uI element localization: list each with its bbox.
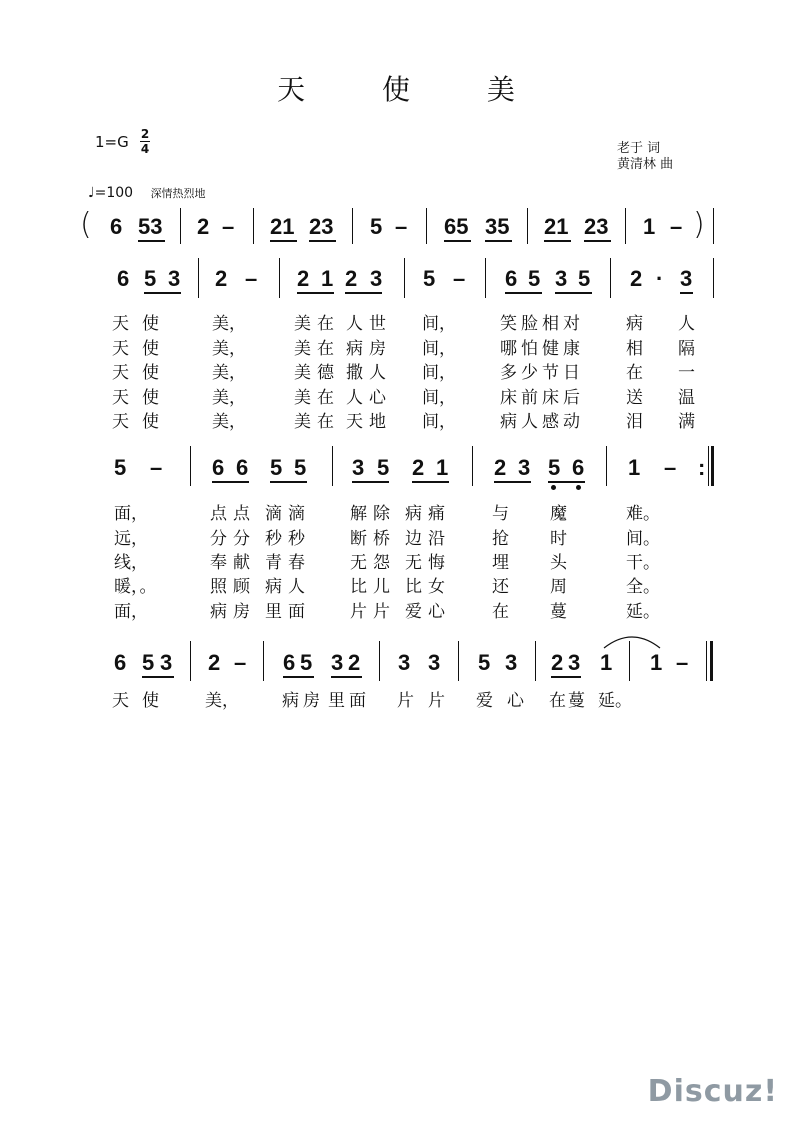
note: 5 (294, 455, 307, 480)
lyric: 秒秒 (265, 529, 311, 549)
lyric: 线， (114, 553, 148, 573)
lyric: 美在 (294, 339, 340, 359)
lyric: 美， (212, 412, 246, 432)
note: 6 (505, 266, 518, 291)
lyric: 干。 (626, 553, 660, 573)
note: 5 (377, 455, 390, 480)
lyric: 比女 (405, 577, 451, 597)
low-octave-dot (551, 485, 556, 490)
tempo-marking (88, 185, 206, 201)
lyric: 健康 (542, 339, 584, 359)
lyric: 延。 (626, 602, 660, 622)
note: 2 (551, 650, 564, 675)
note: 3 (555, 266, 568, 291)
lyric: 分分 (210, 529, 256, 549)
lyric: 床前 (500, 388, 542, 408)
lyric: 片片 (350, 602, 396, 622)
lyric: 边沿 (405, 529, 451, 549)
lyric: 与 (492, 504, 509, 524)
lyric: 间， (422, 412, 456, 432)
lyric: 美在 (294, 388, 340, 408)
lyric: 使 (142, 363, 159, 383)
lyric: 延。 (598, 691, 632, 711)
lyric: 照顾 (210, 577, 256, 597)
lyric: 奉献 (210, 553, 256, 573)
note: 5 (144, 266, 157, 291)
lyric: 无悔 (405, 553, 451, 573)
lyric: 天地 (346, 412, 392, 432)
note: 3 (428, 650, 441, 675)
time-denominator: 4 (140, 142, 150, 156)
note: 2 (348, 650, 361, 675)
intro-close-paren: ) (693, 207, 705, 242)
lyric: 天 (112, 363, 129, 383)
note: 21 (270, 214, 295, 239)
lyric: 无怨 (350, 553, 396, 573)
note: – (222, 214, 235, 239)
note: 1 (650, 650, 663, 675)
lyric: 间， (422, 339, 456, 359)
note: 3 (331, 650, 344, 675)
lyric: 爱心 (405, 602, 451, 622)
note: 5 (142, 650, 155, 675)
note: 5 (300, 650, 313, 675)
lyric: 美， (205, 691, 239, 711)
lyric: 天 (112, 691, 129, 711)
lyric: 使 (142, 339, 159, 359)
note: 35 (485, 214, 510, 239)
note: 3 (352, 455, 365, 480)
note: 6 (117, 266, 130, 291)
lyric: 感动 (542, 412, 584, 432)
lyric: 间， (422, 314, 456, 334)
note: 53 (138, 214, 163, 239)
lyric: 远， (114, 529, 148, 549)
note: 2 (345, 266, 358, 291)
lyric: 全。 (626, 577, 660, 597)
lyric: 使 (142, 412, 159, 432)
note: 5 (423, 266, 436, 291)
note: – (395, 214, 408, 239)
note: 2 (215, 266, 228, 291)
lyric: 人世 (346, 314, 392, 334)
note: 6 (114, 650, 127, 675)
lyric: 青春 (265, 553, 311, 573)
lyric: 美在 (294, 412, 340, 432)
lyric: 埋 (492, 553, 509, 573)
note: 65 (444, 214, 469, 239)
lyric: 病痛 (405, 504, 451, 524)
lyric: 病房 (210, 602, 256, 622)
note: 6 (572, 455, 585, 480)
note: – (453, 266, 466, 291)
lyric: 蔓 (550, 602, 567, 622)
lyric: 爱心 (476, 691, 538, 711)
lyric: 美， (212, 363, 246, 383)
intro-open-paren: ( (80, 207, 92, 242)
lyric: 人心 (346, 388, 392, 408)
lyric: 美德 (294, 363, 340, 383)
lyric: 哪怕 (500, 339, 542, 359)
lyric: 病人 (500, 412, 542, 432)
note: 5 (478, 650, 491, 675)
lyric: 笑脸 (500, 314, 542, 334)
low-octave-dot (576, 485, 581, 490)
lyric: 天 (112, 388, 129, 408)
lyric: 多少 (500, 363, 542, 383)
lyric: 比儿 (350, 577, 396, 597)
lyric: 面， (114, 602, 148, 622)
note: 3 (398, 650, 411, 675)
lyricist-credit: 老于 词 (617, 141, 661, 156)
note: – (664, 455, 677, 480)
note: 1 (643, 214, 656, 239)
note: 6 (110, 214, 123, 239)
note: 5 (548, 455, 561, 480)
lyric: 使 (142, 691, 159, 711)
lyric: 天 (112, 314, 129, 334)
lyric: 病 (626, 314, 643, 334)
note: 21 (544, 214, 569, 239)
note: 2 (297, 266, 310, 291)
lyric: 里面 (265, 602, 311, 622)
note: 3 (518, 455, 531, 480)
lyric: 人 (678, 314, 695, 334)
note: – (234, 650, 247, 675)
note: – (670, 214, 683, 239)
repeat-sign: : (698, 455, 706, 480)
note: 2 (412, 455, 425, 480)
lyric: 间， (422, 388, 456, 408)
lyric: 点点 (210, 504, 256, 524)
note: – (676, 650, 689, 675)
note: 5 (114, 455, 127, 480)
note: 3 (505, 650, 518, 675)
note: 2 (197, 214, 210, 239)
note: 1 (436, 455, 449, 480)
lyric: 病人 (265, 577, 311, 597)
lyric: 头 (550, 553, 567, 573)
note: 3 (680, 266, 693, 291)
lyric: 美， (212, 314, 246, 334)
lyric: 天 (112, 412, 129, 432)
note: – (150, 455, 163, 480)
lyric: 病房 (346, 339, 392, 359)
note: 5 (270, 455, 283, 480)
lyric: 满 (678, 412, 695, 432)
note: – (245, 266, 258, 291)
note: 1 (321, 266, 334, 291)
note: 23 (309, 214, 334, 239)
key-signature: 1=G (95, 133, 129, 151)
expression-mark: 深情热烈地 (150, 187, 206, 200)
lyric: 美， (212, 388, 246, 408)
note: 3 (370, 266, 383, 291)
lyric: 滴滴 (265, 504, 311, 524)
lyric: 温 (678, 388, 695, 408)
note: · (656, 266, 664, 291)
note: 3 (168, 266, 181, 291)
lyric: 相 (626, 339, 643, 359)
lyric: 时 (550, 529, 567, 549)
lyric: 天 (112, 339, 129, 359)
lyric: 暖，。 (114, 577, 157, 597)
lyric: 抢 (492, 529, 509, 549)
note: 5 (578, 266, 591, 291)
song-title: 天 使 美 (277, 73, 549, 106)
time-signature (140, 128, 150, 155)
note: 23 (584, 214, 609, 239)
lyric: 在 (492, 602, 509, 622)
note: 3 (568, 650, 581, 675)
lyric: 断桥 (350, 529, 396, 549)
note: 5 (370, 214, 383, 239)
note: 6 (236, 455, 249, 480)
lyric: 送 (626, 388, 643, 408)
lyric: 泪 (626, 412, 643, 432)
lyric: 相对 (542, 314, 584, 334)
lyric: 节日 (542, 363, 584, 383)
lyric: 隔 (678, 339, 695, 359)
lyric: 面， (114, 504, 148, 524)
lyric: 片片 (397, 691, 459, 711)
lyric: 还 (492, 577, 509, 597)
time-numerator: 2 (140, 127, 150, 141)
lyric: 使 (142, 388, 159, 408)
tempo-value: ♩=100 (88, 185, 134, 201)
note: 2 (494, 455, 507, 480)
note: 2 (630, 266, 643, 291)
note: 6 (283, 650, 296, 675)
lyric: 美， (212, 339, 246, 359)
lyric: 美在 (294, 314, 340, 334)
note: 6 (212, 455, 225, 480)
lyric: 在 (626, 363, 643, 383)
lyric: 难。 (626, 504, 660, 524)
lyric: 撒人 (346, 363, 392, 383)
lyric: 周 (550, 577, 567, 597)
note: 2 (208, 650, 221, 675)
note: 3 (160, 650, 173, 675)
lyric: 里面 (328, 691, 370, 711)
lyric: 一 (678, 363, 695, 383)
lyric: 间。 (626, 529, 660, 549)
lyric: 病房 (282, 691, 324, 711)
note: 1 (600, 650, 613, 675)
composer-credit: 黄清林 曲 (617, 157, 674, 172)
note: 1 (628, 455, 641, 480)
watermark: Discuz! (647, 1074, 778, 1109)
lyric: 魔 (550, 504, 567, 524)
lyric: 在蔓 (549, 691, 587, 711)
lyric: 解除 (350, 504, 396, 524)
lyric: 床后 (542, 388, 584, 408)
tie-arc (600, 630, 664, 650)
note: 5 (528, 266, 541, 291)
lyric: 使 (142, 314, 159, 334)
lyric: 间， (422, 363, 456, 383)
